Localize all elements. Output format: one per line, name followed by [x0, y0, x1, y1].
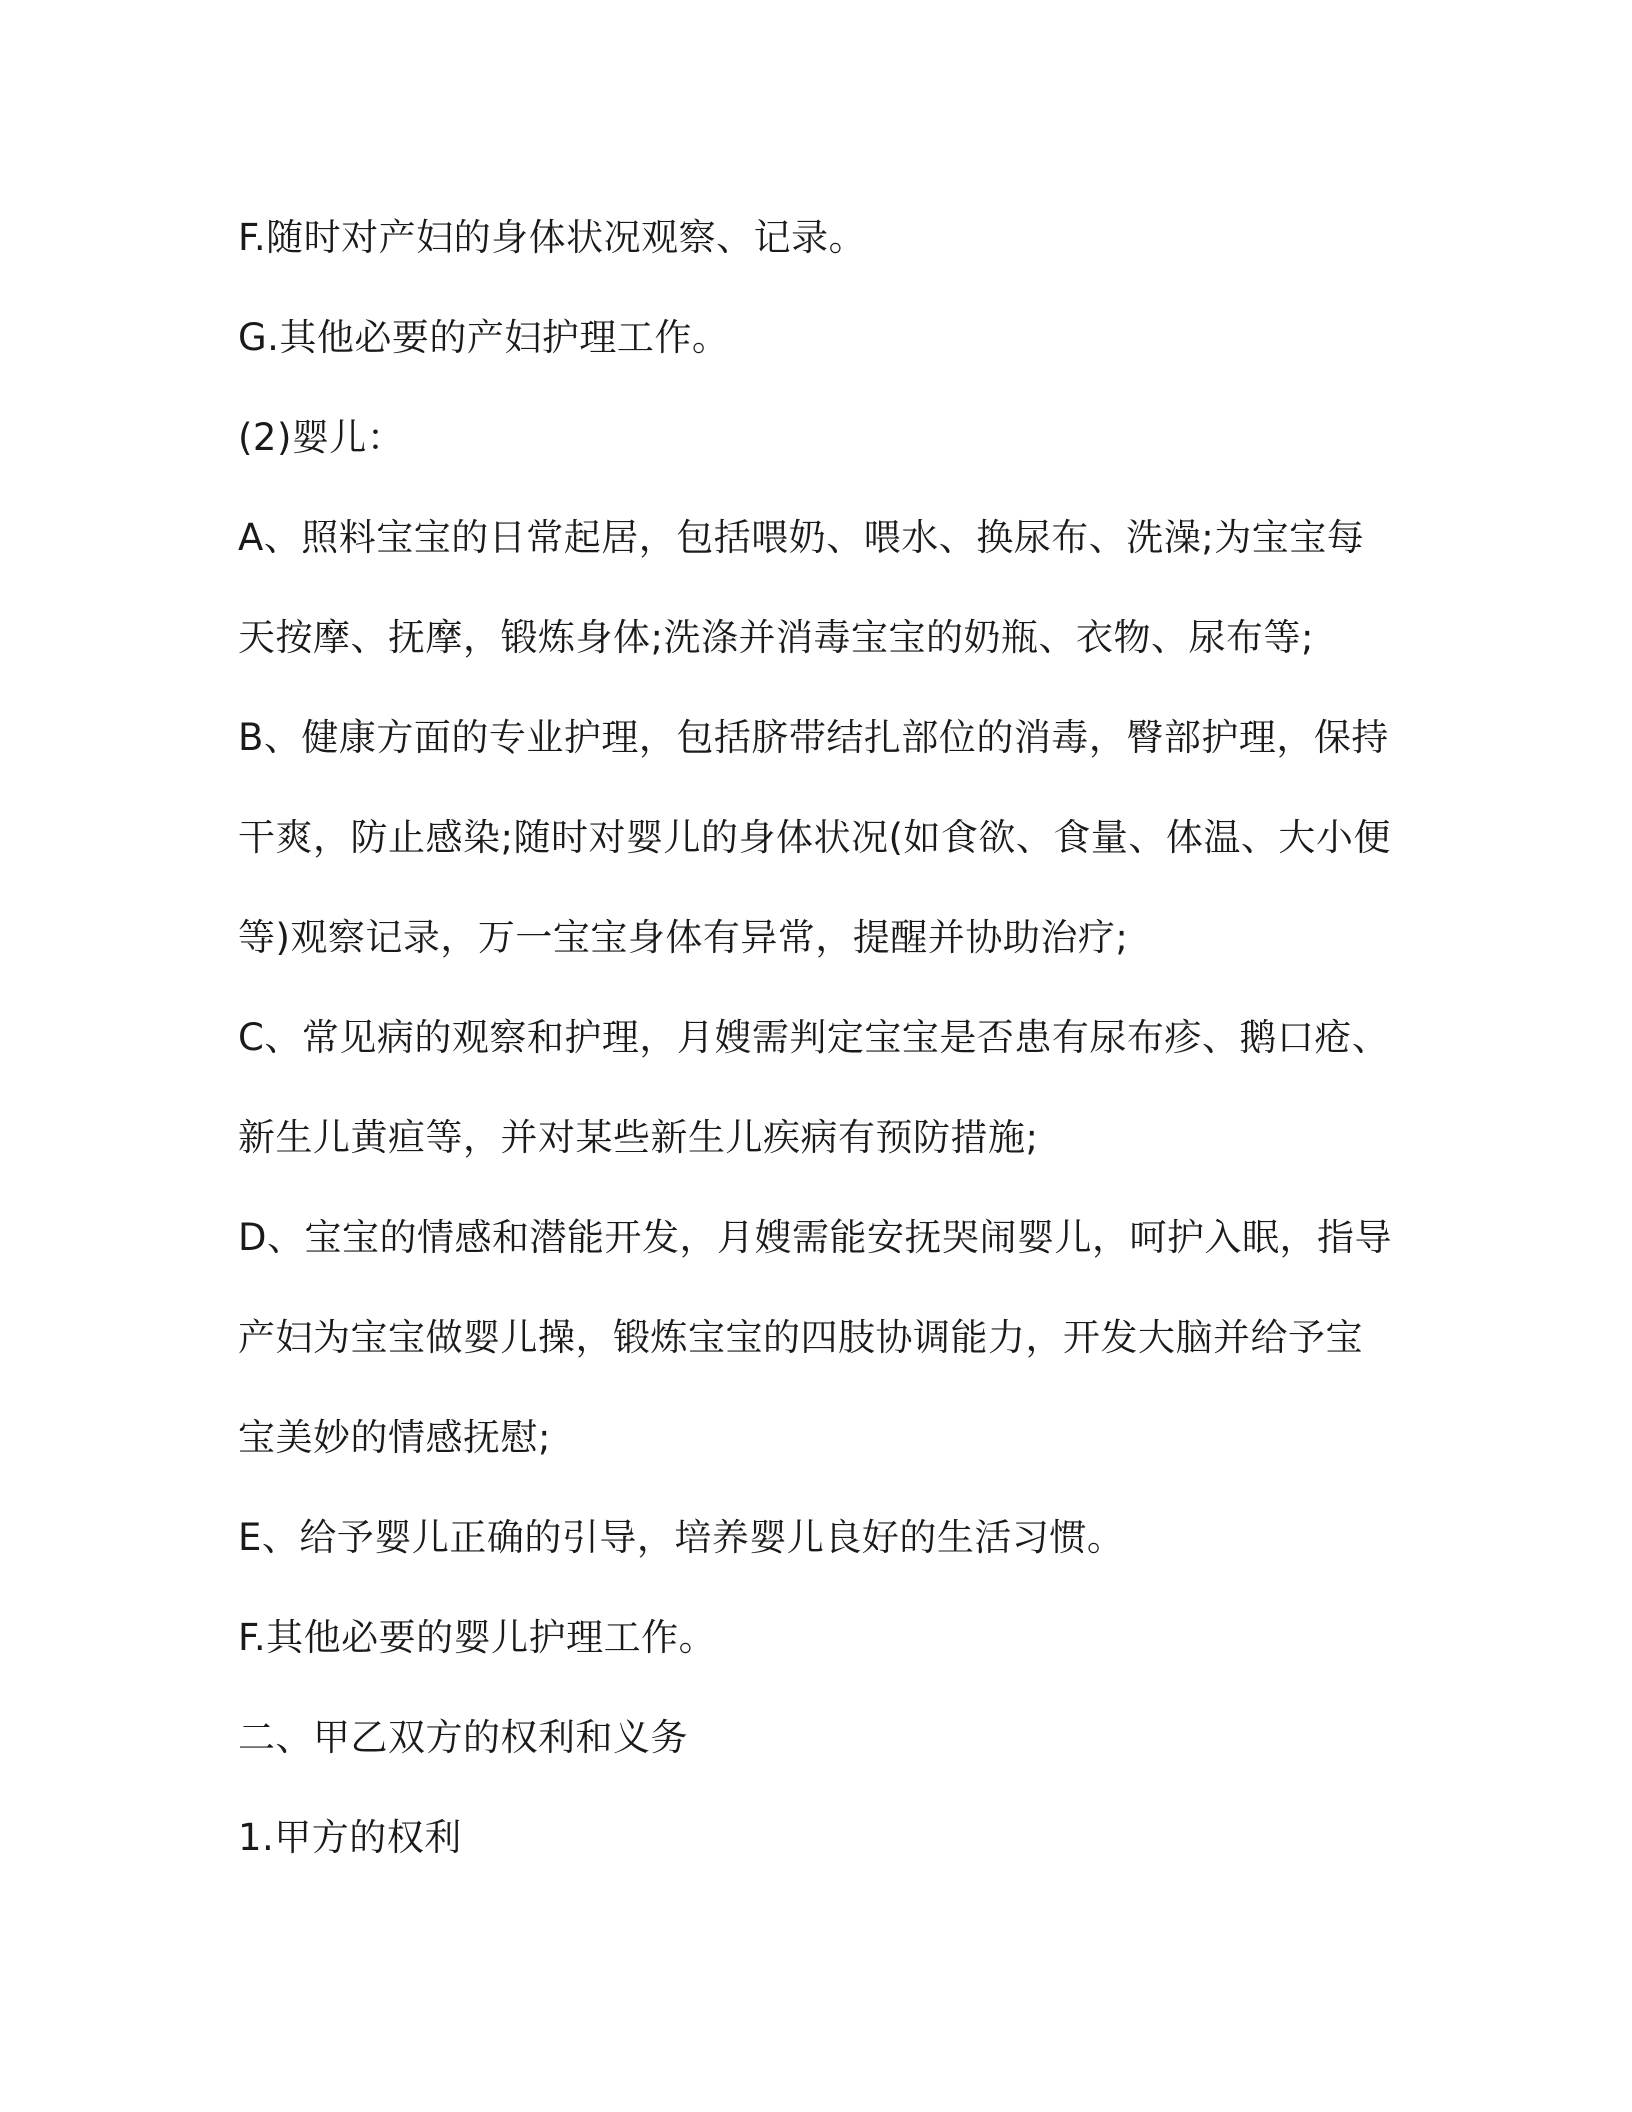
- paragraph-infant-health-care: B、健康方面的专业护理，包括脐带结扎部位的消毒，臀部护理，保持干爽，防止感染;随时对婴儿的身体状况(如食欲、食量、体温、大小便等)观察记录，万一宝宝身体有异常，提醒并协助治疗;: [238, 716, 1391, 959]
- section-heading-infant: (2)婴儿：: [238, 416, 405, 459]
- paragraph-infant-common-illness: C、常见病的观察和护理，月嫂需判定宝宝是否患有尿布疹、鹅口疮、新生儿黄疸等，并对某些新生儿疾病有预防措施;: [238, 1016, 1390, 1159]
- document-body: [238, 188, 1398, 1888]
- paragraph-infant-emotional-development: D、宝宝的情感和潜能开发，月嫂需能安抚哭闹婴儿，呵护入眠，指导产妇为宝宝做婴儿操，锻炼宝宝的四肢协调能力，开发大脑并给予宝宝美妙的情感抚慰;: [238, 1216, 1392, 1459]
- paragraph-infant-daily-care: A、照料宝宝的日常起居，包括喂奶、喂水、换尿布、洗澡;为宝宝每天按摩、抚摩，锻炼身体;洗涤并消毒宝宝的奶瓶、衣物、尿布等;: [238, 516, 1365, 659]
- subsection-heading-party-a-rights: 1.甲方的权利: [238, 1816, 462, 1859]
- section-heading-rights-obligations: 二、甲乙双方的权利和义务: [238, 1716, 688, 1759]
- paragraph-mother-observation: F.随时对产妇的身体状况观察、记录。: [238, 216, 867, 259]
- paragraph-infant-other-care: F.其他必要的婴儿护理工作。: [238, 1616, 717, 1659]
- paragraph-mother-other-care: G.其他必要的产妇护理工作。: [238, 316, 730, 359]
- paragraph-infant-habits: E、给予婴儿正确的引导，培养婴儿良好的生活习惯。: [238, 1516, 1125, 1559]
